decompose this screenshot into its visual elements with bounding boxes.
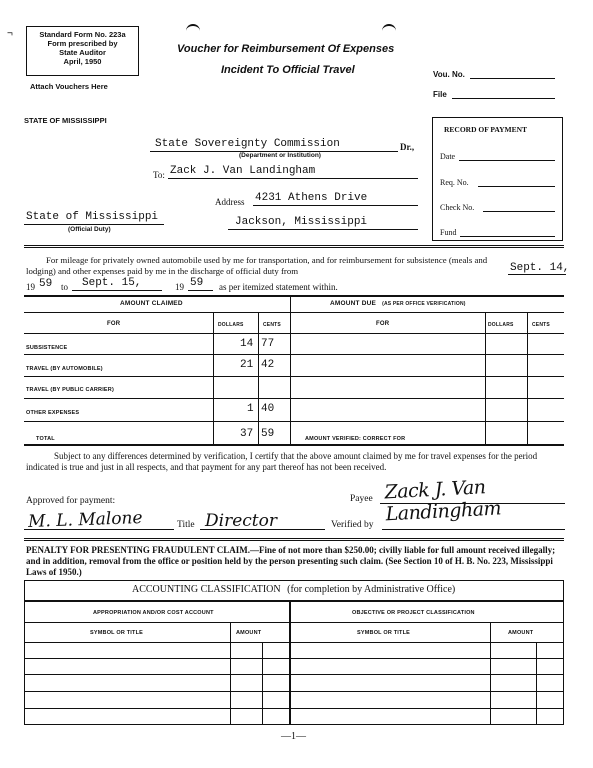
row-subsistence-cents: 77 bbox=[261, 338, 275, 350]
accounting-center-col bbox=[289, 600, 291, 725]
statement-text bbox=[26, 255, 496, 276]
payee-label: Payee bbox=[350, 494, 373, 504]
row-other-border bbox=[24, 421, 564, 422]
accounting-head-border bbox=[24, 642, 564, 643]
approver-signature: M. L. Malone bbox=[27, 508, 143, 532]
corner-mark: ¬ bbox=[7, 28, 13, 39]
row-other-cents: 40 bbox=[261, 403, 275, 415]
penalty-body: —Fine of not more than $250.00; civilly liable for full amount received illegally; and in addition, removal from the office or position held by the person presenting such claim. (See Section 10 of H. B. No. 223, Mississippi Laws of 1950.) bbox=[26, 545, 556, 577]
form-auditor: State Auditor bbox=[59, 48, 106, 57]
col-claimed-dollars bbox=[213, 312, 214, 444]
record-fund-label: Fund bbox=[440, 228, 457, 237]
to-word: to bbox=[61, 282, 69, 292]
address-value: 4231 Athens Drive bbox=[255, 192, 368, 204]
row-auto-border bbox=[24, 376, 564, 377]
claimed-dollars-head: DOLLARS bbox=[218, 322, 244, 328]
col-due-dollars bbox=[485, 312, 486, 444]
dr-label: Dr., bbox=[400, 142, 415, 152]
row-auto-cents: 42 bbox=[261, 359, 275, 371]
staple-mark-right bbox=[382, 24, 396, 32]
payee-signature: Zack J. Van Landingham bbox=[383, 476, 502, 526]
left-symbol-head: SYMBOL OR TITLE bbox=[90, 630, 144, 636]
amount-due-label: AMOUNT DUE bbox=[330, 300, 377, 307]
city-line bbox=[228, 229, 418, 230]
payee-line bbox=[380, 503, 565, 504]
accounting-subhead-border bbox=[24, 622, 564, 623]
section-divider-mid bbox=[24, 538, 564, 541]
accounting-title-text: ACCOUNTING CLASSIFICATION bbox=[132, 584, 281, 595]
title-value: Director bbox=[205, 511, 277, 531]
table-top-border bbox=[24, 295, 564, 297]
row-other-dollars: 1 bbox=[247, 403, 254, 415]
row-total-label: TOTAL bbox=[36, 436, 55, 442]
row-total-cents: 59 bbox=[261, 428, 275, 440]
section-divider-top bbox=[24, 245, 564, 248]
accounting-row-3 bbox=[24, 691, 564, 692]
accounting-title bbox=[132, 584, 455, 595]
record-of-payment-title: RECORD OF PAYMENT bbox=[444, 125, 528, 134]
official-duty-value: State of Mississippi bbox=[26, 211, 159, 223]
statement-body: For mileage for privately owned automobile used by me for transportation, and for reimbursement for subsistence (meals and lodging) and other expenses paid by me in the discharge of official duty from bbox=[26, 255, 488, 276]
amount-due-title bbox=[330, 300, 466, 307]
accounting-row-2 bbox=[24, 674, 564, 675]
statement-tail: as per itemized statement within. bbox=[219, 282, 338, 292]
department-value: State Sovereignty Commission bbox=[155, 138, 340, 150]
official-duty-caption: (Official Duty) bbox=[68, 226, 111, 233]
verified-line bbox=[382, 529, 565, 530]
row-carrier-border bbox=[24, 398, 564, 399]
certification-text: Subject to any differences determined by verification, I certify that the above amount claimed by me for travel expenses for the period indicated is true and just in all respects, and that payment for any part thereof has not been received. bbox=[26, 451, 538, 472]
record-check-label: Check No. bbox=[440, 203, 475, 212]
to-year-line bbox=[188, 290, 213, 291]
row-total-dollars: 37 bbox=[240, 428, 254, 440]
row-other-label: OTHER EXPENSES bbox=[26, 410, 80, 416]
to-label: To: bbox=[153, 170, 165, 180]
voucher-title: Voucher for Reimbursement Of Expenses bbox=[177, 43, 395, 55]
right-cents-col bbox=[536, 642, 537, 725]
address-line bbox=[253, 205, 418, 206]
file-line bbox=[452, 98, 555, 99]
from-year: 59 bbox=[39, 278, 53, 290]
row-carrier-label: TRAVEL (BY PUBLIC CARRIER) bbox=[26, 387, 115, 393]
record-fund-line bbox=[460, 236, 555, 237]
due-for-head: FOR bbox=[376, 321, 390, 327]
record-req-line bbox=[478, 186, 555, 187]
voucher-subtitle: Incident To Official Travel bbox=[221, 64, 355, 76]
to-year: 59 bbox=[190, 277, 204, 289]
to-year-prefix: 19 bbox=[175, 282, 184, 292]
state-heading: STATE OF MISSISSIPPI bbox=[24, 116, 107, 125]
address-label: Address bbox=[215, 197, 245, 207]
accounting-title-border bbox=[24, 600, 564, 602]
amount-due-note: (AS PER OFFICE VERIFICATION) bbox=[382, 301, 466, 307]
from-date: Sept. 14, bbox=[510, 262, 570, 274]
col-due-cents bbox=[527, 312, 528, 444]
attach-note: Attach Vouchers Here bbox=[30, 82, 108, 91]
claimed-cents-head: CENTS bbox=[263, 322, 281, 328]
to-date: Sept. 15, bbox=[82, 277, 142, 289]
due-dollars-head: DOLLARS bbox=[488, 322, 514, 328]
accounting-row-4 bbox=[24, 708, 564, 709]
approved-label: Approved for payment: bbox=[26, 496, 116, 506]
form-date: April, 1950 bbox=[63, 57, 102, 66]
from-date-line bbox=[508, 274, 566, 275]
right-amount-head: AMOUNT bbox=[508, 630, 534, 636]
table-bottom-border bbox=[24, 444, 564, 446]
form-number-box bbox=[26, 26, 139, 76]
accounting-row-1 bbox=[24, 658, 564, 659]
col-claimed-cents bbox=[258, 312, 259, 444]
staple-mark-left bbox=[186, 24, 200, 32]
record-check-line bbox=[483, 211, 555, 212]
vou-no-label: Vou. No. bbox=[433, 70, 465, 79]
to-date-line bbox=[72, 290, 162, 291]
from-year-prefix: 19 bbox=[26, 282, 35, 292]
official-duty-line bbox=[24, 224, 164, 225]
row-auto-label: TRAVEL (BY AUTOMOBILE) bbox=[26, 366, 103, 372]
table-head-border bbox=[24, 333, 564, 334]
payee-name-line bbox=[168, 178, 418, 179]
record-req-label: Req. No. bbox=[440, 178, 469, 187]
vou-no-line bbox=[470, 78, 555, 79]
approver-line bbox=[24, 529, 174, 530]
payee-name: Zack J. Van Landingham bbox=[170, 165, 316, 177]
row-subsistence-dollars: 14 bbox=[240, 338, 254, 350]
amount-verified-label: AMOUNT VERIFIED: CORRECT FOR bbox=[305, 436, 406, 442]
due-cents-head: CENTS bbox=[532, 322, 550, 328]
penalty-head: PENALTY FOR PRESENTING FRAUDULENT CLAIM. bbox=[26, 545, 250, 555]
record-date-label: Date bbox=[440, 152, 456, 161]
left-amount-head: AMOUNT bbox=[236, 630, 262, 636]
accounting-subtitle: (for completion by Administrative Office) bbox=[287, 584, 456, 595]
claimed-for-head: FOR bbox=[107, 321, 121, 327]
row-auto-dollars: 21 bbox=[240, 359, 254, 371]
form-number: Standard Form No. 223a bbox=[39, 30, 126, 39]
verified-label: Verified by bbox=[331, 520, 374, 530]
objective-head: OBJECTIVE OR PROJECT CLASSIFICATION bbox=[352, 610, 475, 616]
amount-claimed-title: AMOUNT CLAIMED bbox=[120, 300, 183, 307]
row-subsistence-border bbox=[24, 354, 564, 355]
right-symbol-head: SYMBOL OR TITLE bbox=[357, 630, 411, 636]
title-line bbox=[200, 529, 325, 530]
page-number: —1— bbox=[281, 731, 306, 742]
file-label: File bbox=[433, 90, 447, 99]
penalty-text bbox=[26, 545, 562, 577]
left-cents-col bbox=[262, 642, 263, 725]
appropriation-head: APPROPRIATION AND/OR COST ACCOUNT bbox=[93, 610, 214, 616]
department-caption: (Department or Institution) bbox=[239, 152, 321, 159]
table-subhead-border bbox=[24, 312, 564, 313]
record-date-line bbox=[459, 160, 555, 161]
row-subsistence-label: SUBSISTENCE bbox=[26, 345, 68, 351]
title-label: Title bbox=[177, 520, 195, 530]
form-prescribed: Form prescribed by bbox=[47, 39, 118, 48]
city-value: Jackson, Mississippi bbox=[235, 216, 368, 228]
